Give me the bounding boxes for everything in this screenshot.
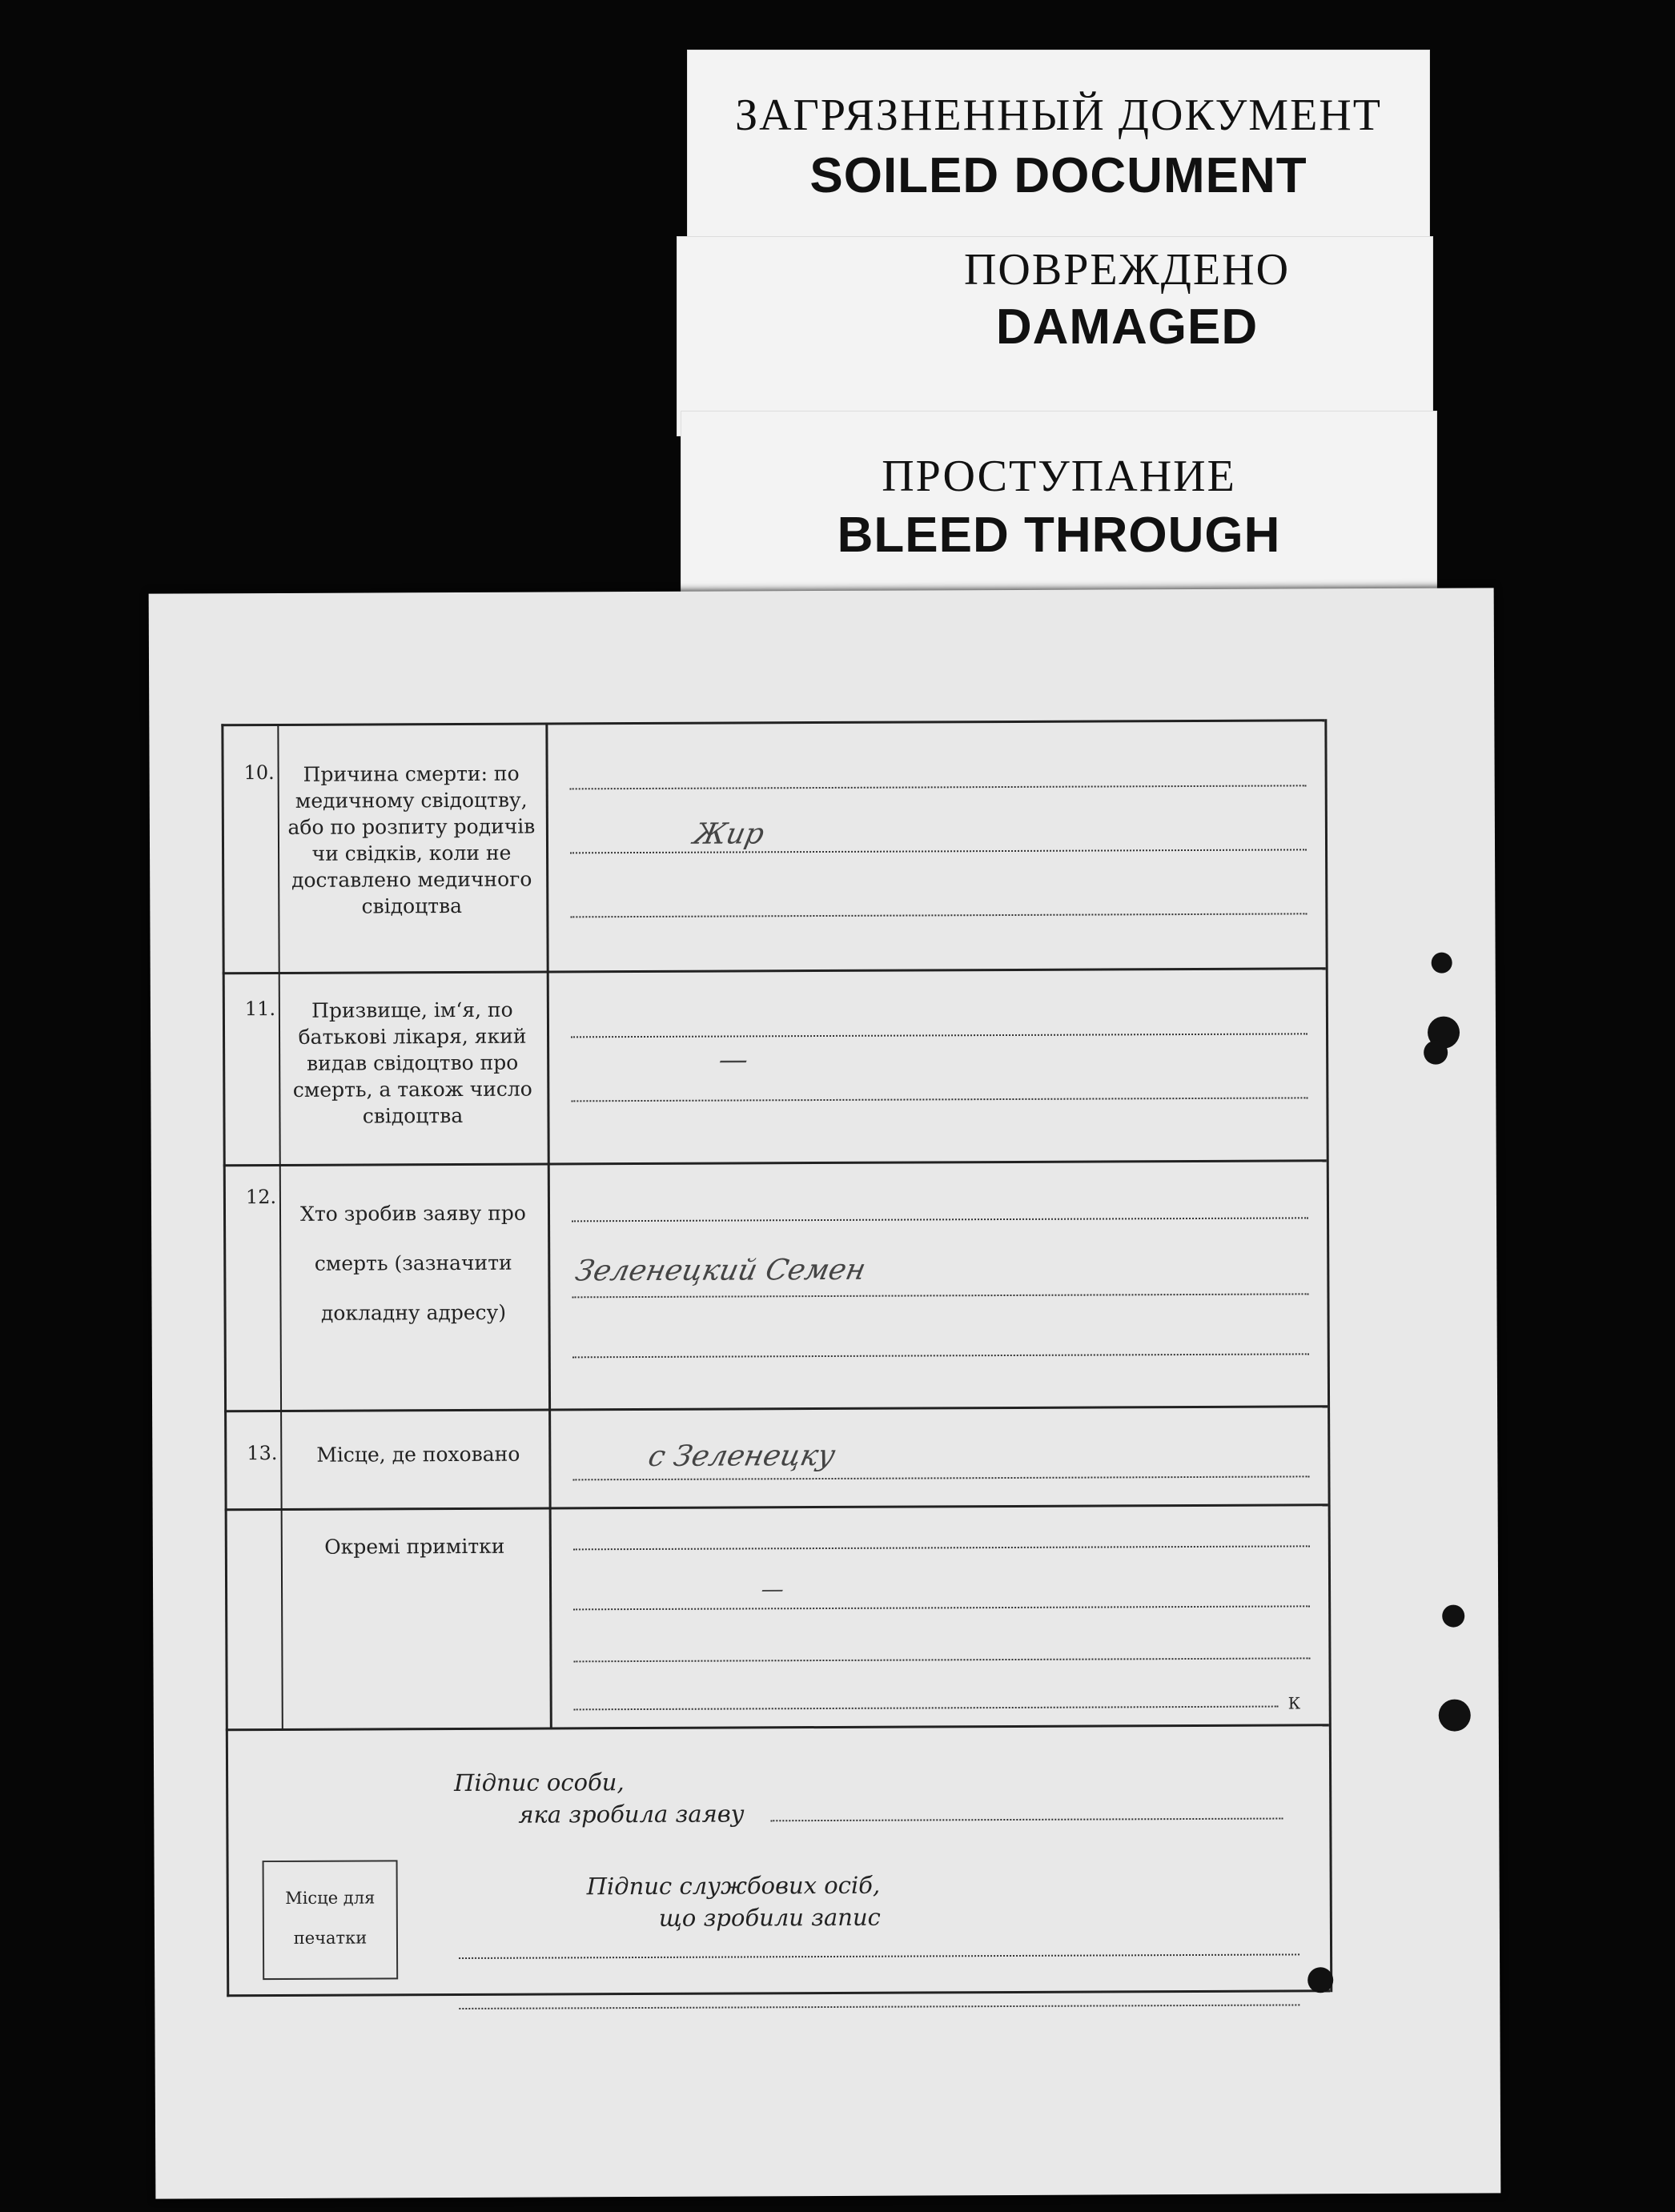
row-label: Хто зробив заяву про смерть (зазначити докладну адресу) xyxy=(300,1201,526,1325)
officials-signature-label: Підпис службових осіб, xyxy=(586,1871,881,1901)
applicant-signature-label: яка зробила заяву xyxy=(518,1800,745,1829)
binding-hole xyxy=(1439,1699,1471,1731)
entry-line xyxy=(573,1545,1310,1550)
corner-mark: К xyxy=(1287,1693,1301,1713)
tab-en-label: DAMAGED xyxy=(995,299,1259,355)
row-number: 10. xyxy=(243,761,275,785)
row-label: Місце, де поховано xyxy=(316,1442,520,1467)
row-separator xyxy=(223,1159,1327,1166)
bleed-through-tab xyxy=(681,411,1437,596)
entry-line xyxy=(570,849,1307,853)
entry-line xyxy=(572,1217,1308,1222)
handwritten-entry: — xyxy=(715,1043,752,1077)
stamp-label: печатки xyxy=(293,1928,368,1948)
row-separator xyxy=(224,1405,1328,1412)
entry-line xyxy=(572,1475,1309,1480)
officials-signature-line xyxy=(459,2004,1299,2009)
table-left-border xyxy=(221,724,229,1997)
handwritten-entry: — xyxy=(758,1576,787,1603)
row-label: Призвище, ім‘я, по батькові лікаря, який видав свідоцтво про смерть, а також число свідоцтва xyxy=(292,998,532,1128)
entry-line xyxy=(571,1097,1307,1102)
stamp-placeholder-box xyxy=(263,1860,399,1980)
tab-ru-label: ПОВРЕЖДЕНО xyxy=(963,245,1291,295)
handwritten-entry: Жир xyxy=(690,817,767,851)
entry-line xyxy=(570,913,1307,917)
damaged-tab xyxy=(677,236,1433,436)
binding-hole xyxy=(1432,953,1452,974)
officials-signature-label: що зробили запис xyxy=(658,1903,881,1932)
label-column-divider xyxy=(545,723,552,1728)
table-bottom-border xyxy=(226,1724,1329,1731)
row-number: 11. xyxy=(244,997,276,1021)
handwritten-entry: Зеленецкий Семен xyxy=(572,1253,869,1288)
entry-line xyxy=(571,1033,1307,1038)
row-separator xyxy=(225,1503,1328,1511)
applicant-signature-label: Підпис особи, xyxy=(454,1768,625,1797)
tab-en-label: SOILED DOCUMENT xyxy=(809,148,1307,203)
binding-hole xyxy=(1424,1041,1448,1065)
stamp-label: Місце для xyxy=(285,1888,376,1908)
row-number: 12. xyxy=(245,1185,277,1209)
row-label: Причина смерти: по медичному свідоцтву, або по розпиту родичів чи свідків, коли не доставлено медичного свідоцтва xyxy=(287,761,536,918)
entry-line xyxy=(574,1706,1279,1711)
tab-ru-label: ЗАГРЯЗНЕННЫЙ ДОКУМЕНТ xyxy=(735,90,1382,140)
entry-line xyxy=(573,1657,1310,1662)
handwritten-entry: с Зеленецку xyxy=(645,1439,838,1473)
table-right-border xyxy=(1324,719,1332,1992)
officials-signature-line xyxy=(459,1953,1299,1959)
row-label: Окремі примітки xyxy=(324,1534,505,1559)
soiled-document-tab xyxy=(687,50,1430,250)
tab-en-label: BLEED THROUGH xyxy=(837,508,1281,563)
page-bottom-border xyxy=(227,1989,1330,1997)
row-number: 13. xyxy=(247,1441,278,1465)
entry-line xyxy=(570,785,1307,789)
row-separator xyxy=(223,967,1326,974)
death-record-page xyxy=(149,588,1501,2198)
entry-line xyxy=(572,1353,1309,1358)
tab-ru-label: ПРОСТУПАНИЕ xyxy=(882,452,1236,501)
number-column-divider xyxy=(277,724,283,1728)
table-top-border xyxy=(221,719,1324,726)
entry-line xyxy=(573,1605,1310,1610)
binding-hole xyxy=(1307,1967,1333,1993)
binding-hole xyxy=(1442,1605,1464,1628)
applicant-signature-line xyxy=(770,1818,1283,1822)
entry-line xyxy=(572,1293,1308,1298)
